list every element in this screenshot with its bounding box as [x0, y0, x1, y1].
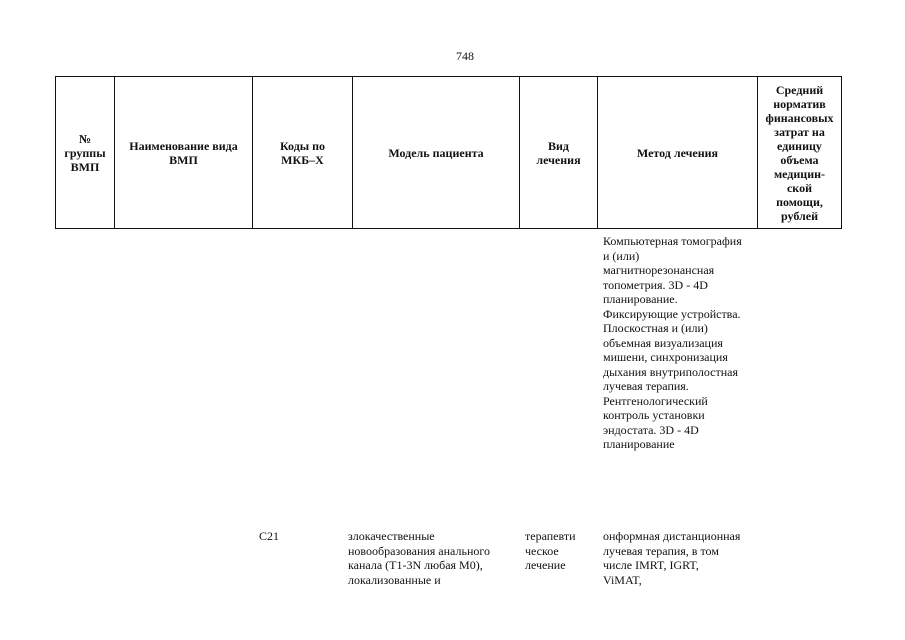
- header-group-number: [56, 77, 115, 228]
- header-cost-standard-label: Средний норматив финансовых затрат на единицу объема медицин- ской помощи, рублей: [765, 82, 834, 223]
- page-number: 748: [456, 49, 474, 63]
- header-vmp-name: [115, 77, 253, 228]
- header-vmp-name-label: Наименование вида ВМП: [129, 138, 238, 167]
- row-treatment-type: терапевти ческое лечение: [525, 529, 576, 572]
- header-treatment-type-label: Вид лечения: [536, 138, 581, 167]
- header-treatment-type: [520, 77, 598, 228]
- header-treatment-method-label: Метод лечения: [636, 145, 719, 160]
- header-icd-codes: [253, 77, 353, 228]
- header-group-number-label: № группы ВМП: [64, 131, 106, 174]
- row-treatment-method: онформная дистанционная лучевая терапия, в том числе IMRT, IGRT, ViMAT,: [603, 529, 741, 587]
- header-treatment-method: [598, 77, 758, 228]
- row-icd-code: C21: [259, 529, 280, 543]
- header-patient-model: [353, 77, 520, 228]
- header-patient-model-label: Модель пациента: [388, 145, 484, 160]
- table-header: [55, 76, 842, 229]
- row-patient-model: злокачественные новообразования анального канала (T1-3N любая M0), локализованные и: [348, 529, 490, 587]
- header-cost-standard: [758, 77, 841, 228]
- header-icd-codes-label: Коды по МКБ–Х: [279, 138, 326, 167]
- continuation-method-text: Компьютерная томография и (или) магнитнорезонансная топометрия. 3D - 4D планирование. Фиксирующие устройства. Плоскостная и (или) объемная визуализация мишени, синхронизация дыхания внутриполостная лучевая терапия. Рентгенологический контроль установки эндостата. 3D - 4D планирование: [603, 234, 742, 451]
